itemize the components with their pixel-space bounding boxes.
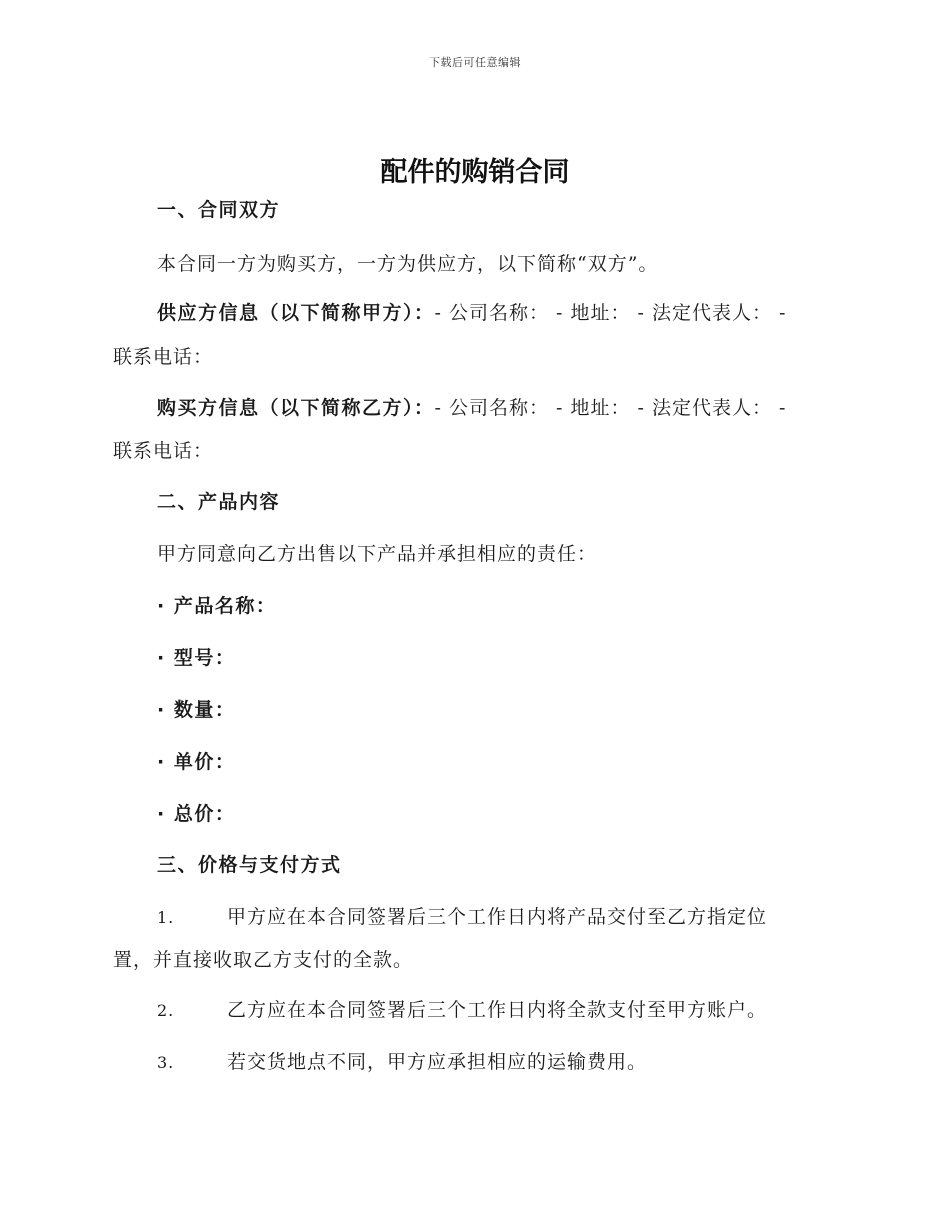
clause-1-cont: 置，并直接收取乙方支付的全款。 — [113, 949, 414, 971]
buyer-label: 购买方信息（以下简称乙方）： — [157, 397, 435, 419]
section3-heading: 三、价格与支付方式 — [157, 854, 342, 876]
supplier-info — [157, 301, 786, 325]
clause-3 — [157, 1050, 647, 1075]
clause-3-number: 3. — [157, 1053, 175, 1072]
clause-2-text: 乙方应在本合同签署后三个工作日内将全款支付至甲方账户。 — [227, 999, 768, 1021]
section1-heading: 一、合同双方 — [157, 199, 281, 221]
buyer-fields: - 公司名称： - 地址： - 法定代表人： - — [434, 397, 787, 419]
list-item-unit-price: · 单价： — [157, 751, 236, 773]
clause-1-text: 甲方应在本合同签署后三个工作日内将产品交付至乙方指定位 — [227, 906, 768, 928]
section2-intro: 甲方同意向乙方出售以下产品并承担相应的责任： — [157, 543, 598, 565]
list-item-quantity: · 数量： — [157, 699, 236, 721]
clause-1-number: 1. — [157, 908, 175, 927]
supplier-fields: - 公司名称： - 地址： - 法定代表人： - — [434, 302, 787, 324]
clause-2 — [157, 998, 767, 1023]
clause-2-number: 2. — [157, 1001, 175, 1020]
supplier-label: 供应方信息（以下简称甲方）： — [157, 302, 435, 324]
buyer-fields-cont: 联系电话： — [113, 440, 214, 462]
section2-heading: 二、产品内容 — [157, 491, 281, 513]
section1-intro: 本合同一方为购买方，一方为供应方，以下简称“双方”。 — [157, 253, 659, 275]
list-item-product-name: · 产品名称： — [157, 595, 277, 617]
document-title: 配件的购销合同 — [380, 157, 570, 188]
clause-3-text: 若交货地点不同，甲方应承担相应的运输费用。 — [227, 1051, 648, 1073]
list-item-model: · 型号： — [157, 647, 236, 669]
list-item-total-price: · 总价： — [157, 803, 236, 825]
header-note: 下载后可任意编辑 — [429, 56, 521, 69]
clause-1 — [157, 905, 767, 930]
buyer-info — [157, 396, 786, 420]
supplier-fields-cont: 联系电话： — [113, 346, 214, 368]
